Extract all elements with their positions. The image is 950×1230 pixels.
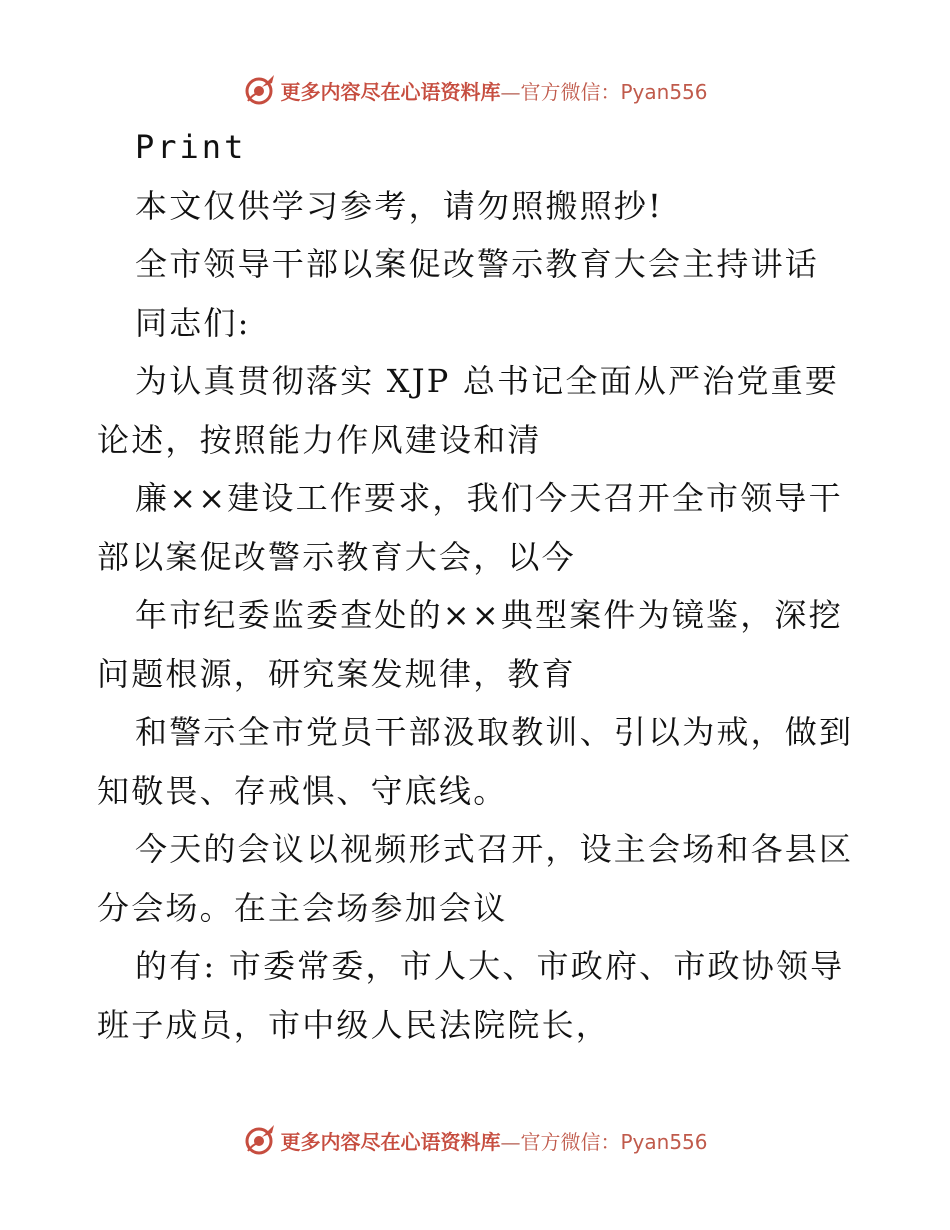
watermark-separator: —: [500, 1129, 521, 1154]
quill-pen-logo-icon: [242, 1123, 276, 1157]
text-line: 班子成员，市中级人民法院院长，: [97, 1005, 611, 1044]
text-line: 今天的会议以视频形式召开，设主会场和各县区: [135, 830, 854, 868]
text-line: 的有: 市委常委，市人大、市政府、市政协领导: [135, 947, 845, 985]
text-line: 分会场。在主会场参加会议: [97, 888, 508, 927]
watermark-separator: —: [500, 79, 521, 104]
watermark-label: 官方微信：: [520, 1129, 621, 1154]
watermark-brand: 更多内容尽在心语资料库: [280, 79, 501, 104]
quill-pen-logo-icon: [242, 73, 276, 107]
watermark-id: Pyan556: [620, 1129, 708, 1154]
text-line: 和警示全市党员干部汲取教训、引以为戒，做到: [135, 713, 854, 751]
text-line: 为认真贯彻落实 XJP 总书记全面从严治党重要: [135, 362, 840, 400]
watermark-id: Pyan556: [620, 79, 708, 104]
watermark-text: [280, 1126, 707, 1155]
watermark-label: 官方微信：: [520, 79, 621, 104]
text-line: 全市领导干部以案促改警示教育大会主持讲话: [135, 245, 820, 283]
text-line: 廉××建设工作要求，我们今天召开全市领导干: [135, 479, 843, 517]
text-line: 知敬畏、存戒惧、守底线。: [97, 771, 508, 810]
text-line: 论述，按照能力作风建设和清: [97, 420, 542, 459]
watermark-text: [280, 76, 707, 105]
text-line: Print: [135, 128, 247, 166]
text-line: 同志们:: [135, 303, 251, 342]
text-line: 年市纪委监委查处的××典型案件为镜鉴，深挖: [135, 596, 843, 634]
text-line: 部以案促改警示教育大会，以今: [97, 537, 576, 576]
header-watermark: [0, 70, 950, 110]
text-line: 问题根源，研究案发规律，教育: [97, 654, 576, 693]
footer-watermark: [0, 1120, 950, 1160]
text-line: 本文仅供学习参考，请勿照搬照抄!: [135, 186, 664, 225]
watermark-brand: 更多内容尽在心语资料库: [280, 1129, 501, 1154]
document-body: [97, 118, 857, 1054]
